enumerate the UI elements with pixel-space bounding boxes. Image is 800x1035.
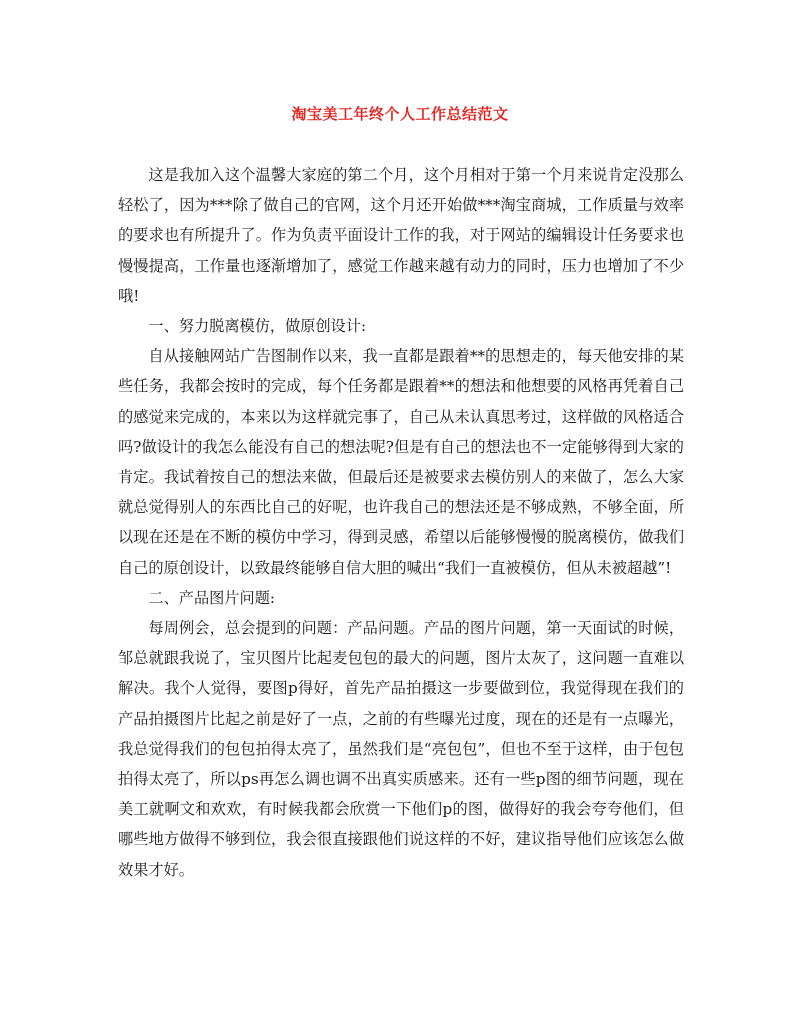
paragraph-section-2: 每周例会，总会提到的问题：产品问题。产品的图片问题，第一天面试的时候，邹总就跟我说了，宝贝图片比起麦包包的最大的问题，图片太灰了，这问题一直难以解决。我个人觉得，要图p得好，首先产品拍摄这一步要做到位，我觉得现在我们的产品拍摄图片比起之前是好了一点，之前的有些曝光过度，现在的还是有一点曝光，我总觉得我们的包包拍得太亮了，虽然我们是“亮包包”，但也不至于这样，由于包包拍得太亮了，所以ps再怎么调也调不出真实质感来。还有一些p图的细节问题，现在美工就啊文和欢欢，有时候我都会欣赏一下他们p的图，做得好的我会夸夸他们，但哪些地方做得不够到位，我会很直接跟他们说这样的不好，建议指导他们应该怎么做效果才好。	[118, 619, 684, 879]
paragraph-intro: 这是我加入这个温馨大家庭的第二个月，这个月相对于第一个月来说肯定没那么轻松了，因为***除了做自己的官网，这个月还开始做***淘宝商城，工作质量与效率的要求也有所提升了。作为负责平面设计工作的我，对于网站的编辑设计任务要求也慢慢提高，工作量也逐渐增加了，感觉工作越来越有动力的同时，压力也增加了不少哦!	[118, 166, 684, 305]
section-heading-1: 一、努力脱离模仿，做原创设计:	[148, 317, 367, 336]
document-body	[118, 160, 684, 885]
paragraph-section-1: 自从接触网站广告图制作以来，我一直都是跟着**的思想走的，每天他安排的某些任务，我都会按时的完成，每个任务都是跟着**的想法和他想要的风格再凭着自己的感觉来完成的，本来以为这样就完事了，自己从未认真思考过，这样做的风格适合吗?做设计的我怎么能没有自己的想法呢?但是有自己的想法也不一定能够得到大家的肯定。我试着按自己的想法来做，但最后还是被要求去模仿别人的来做了，怎么大家就总觉得别人的东西比自己的好呢，也许我自己的想法还是不够成熟，不够全面，所以现在还是在不断的模仿中学习，得到灵感，希望以后能够慢慢的脱离模仿，做我们自己的原创设计，以致最终能够自信大胆的喊出“我们一直被模仿，但从未被超越”!	[118, 347, 684, 577]
section-heading-2: 二、产品图片问题:	[148, 588, 276, 607]
document-title: 淘宝美工年终个人工作总结范文	[291, 105, 509, 123]
